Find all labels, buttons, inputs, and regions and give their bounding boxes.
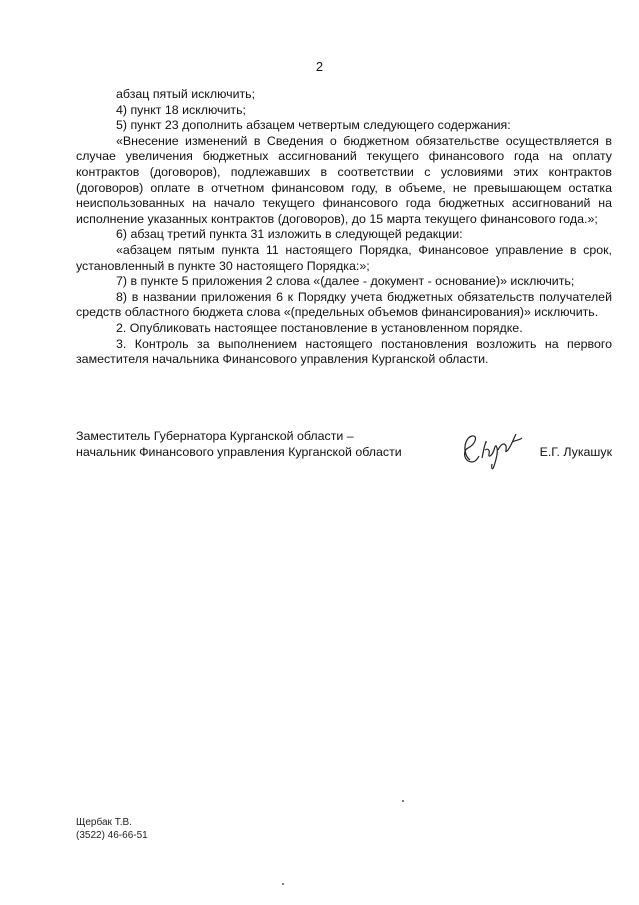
signatory-name: Е.Г. Лукашук	[539, 445, 612, 459]
paragraph: 7) в пункте 5 приложения 2 слова «(далее - документ - основание)» исключить;	[116, 274, 575, 289]
paragraph: 5) пункт 23 дополнить абзацем четвертым следующего содержания:	[116, 118, 511, 133]
signatory-title-line: Заместитель Губернатора Курганской области –	[76, 429, 354, 443]
executor-info	[76, 816, 148, 842]
scan-speck	[402, 800, 404, 802]
paragraph: 4) пункт 18 исключить;	[116, 102, 246, 117]
signatory-title-line: начальник Финансового управления Курганской области	[76, 445, 402, 459]
paragraph: 2. Опубликовать настоящее постановление в установленном порядке.	[116, 320, 523, 335]
paragraph: «абзацем пятым пункта 11 настоящего Порядка, Финансовое управление в срок, установленный в пункте 30 настоящего Порядка:»;	[76, 242, 612, 273]
page-number: 2	[315, 59, 324, 74]
paragraph: 6) абзац третий пункта 31 изложить в следующей редакции:	[116, 227, 463, 242]
paragraph: 3. Контроль за выполнением настоящего постановления возложить на первого заместителя начальника Финансового управления Курганской области.	[76, 336, 612, 367]
scan-speck	[282, 883, 284, 885]
signature-block	[76, 428, 612, 468]
paragraph: «Внесение изменений в Сведения о бюджетном обязательстве осуществляется в случае увеличения бюджетных ассигнований текущего финансового года на оплату контрактов (договоров), подлежавших в соответствии с условиями этих контрактов (договоров) оплате в отчетном финансовом году, в объеме, не превышающем остатка неиспользованных на начало текущего финансового года бюджетных ассигнований на исполнение указанных контрактов (договоров), до 15 марта текущего финансового года.»;	[76, 133, 612, 226]
executor-phone: (3522) 46-66-51	[76, 830, 148, 841]
executor-name: Щербак Т.В.	[76, 817, 132, 828]
paragraph: абзац пятый исключить;	[116, 87, 256, 101]
paragraph: 8) в названии приложения 6 к Порядку учета бюджетных обязательств получателей средств областного бюджета слова «(предельных объемов финансирования)» исключить.	[76, 289, 612, 320]
document-body	[76, 87, 612, 368]
signatory-title	[76, 428, 402, 460]
handwritten-signature-icon	[456, 420, 536, 476]
